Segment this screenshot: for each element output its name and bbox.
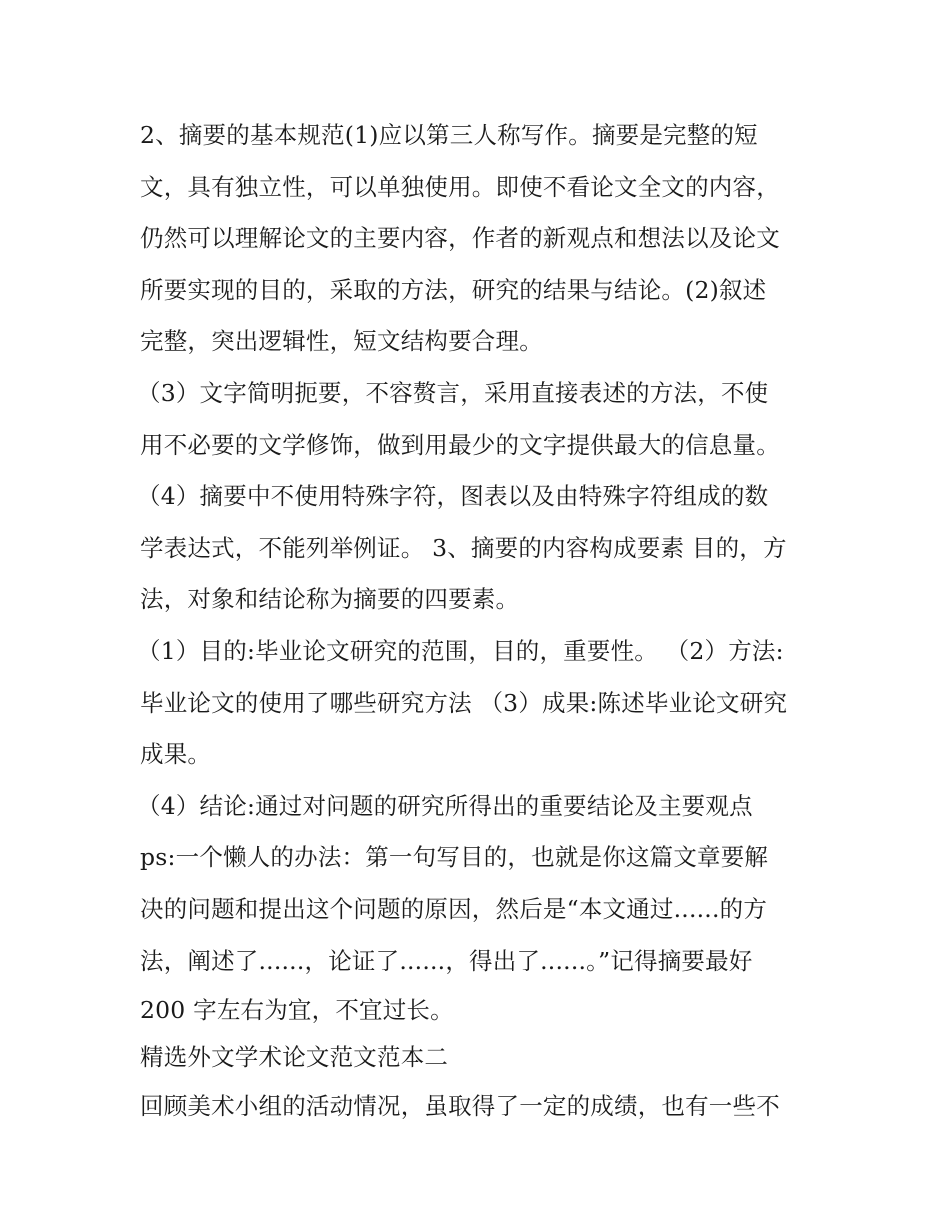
section-heading: 精选外文学术论文范文范本二	[140, 1043, 449, 1072]
text-line: 回顾美术小组的活动情况，虽取得了一定的成绩，也有一些不	[140, 1092, 780, 1121]
text-line: 学表达式，不能列举例证。 3、摘要的内容构成要素 目的，方	[140, 533, 787, 562]
text-line: （4）结论:通过对问题的研究所得出的重要结论及主要观点	[137, 791, 753, 820]
text-line: ps:一个懒人的办法：第一句写目的，也就是你这篇文章要解	[140, 843, 769, 872]
text-line: 法，对象和结论称为摘要的四要素。	[140, 585, 520, 614]
text-line: （3）文字简明扼要，不容赘言，采用直接表述的方法，不使	[137, 378, 769, 407]
text-line: 200 字左右为宜，不宜过长。	[140, 996, 454, 1025]
text-line: 完整，突出逻辑性，短文结构要合理。	[140, 327, 543, 356]
document-body	[137, 110, 820, 1133]
text-line: 用不必要的文学修饰，做到用最少的文字提供最大的信息量。	[140, 430, 780, 459]
text-line: 所要实现的目的，采取的方法，研究的结果与结论。(2)叙述	[140, 275, 767, 304]
text-line: 毕业论文的使用了哪些研究方法 （3）成果:陈述毕业论文研究	[140, 688, 788, 717]
text-line: 成果。	[140, 740, 212, 769]
text-line: 2、摘要的基本规范(1)应以第三人称写作。摘要是完整的短	[140, 121, 758, 149]
text-line: 仍然可以理解论文的主要内容，作者的新观点和想法以及论文	[140, 224, 780, 253]
text-line: 法，阐述了......，论证了......，得出了......。”记得摘要最好	[140, 946, 753, 975]
text-line: （1）目的:毕业论文研究的范围，目的，重要性。 （2）方法:	[137, 636, 784, 665]
text-line: （4）摘要中不使用特殊字符，图表以及由特殊字符组成的数	[137, 482, 769, 511]
text-line: 文，具有独立性，可以单独使用。即使不看论文全文的内容，	[140, 172, 780, 201]
text-line: 决的问题和提出这个问题的原因，然后是“本文通过......的方	[140, 894, 768, 923]
